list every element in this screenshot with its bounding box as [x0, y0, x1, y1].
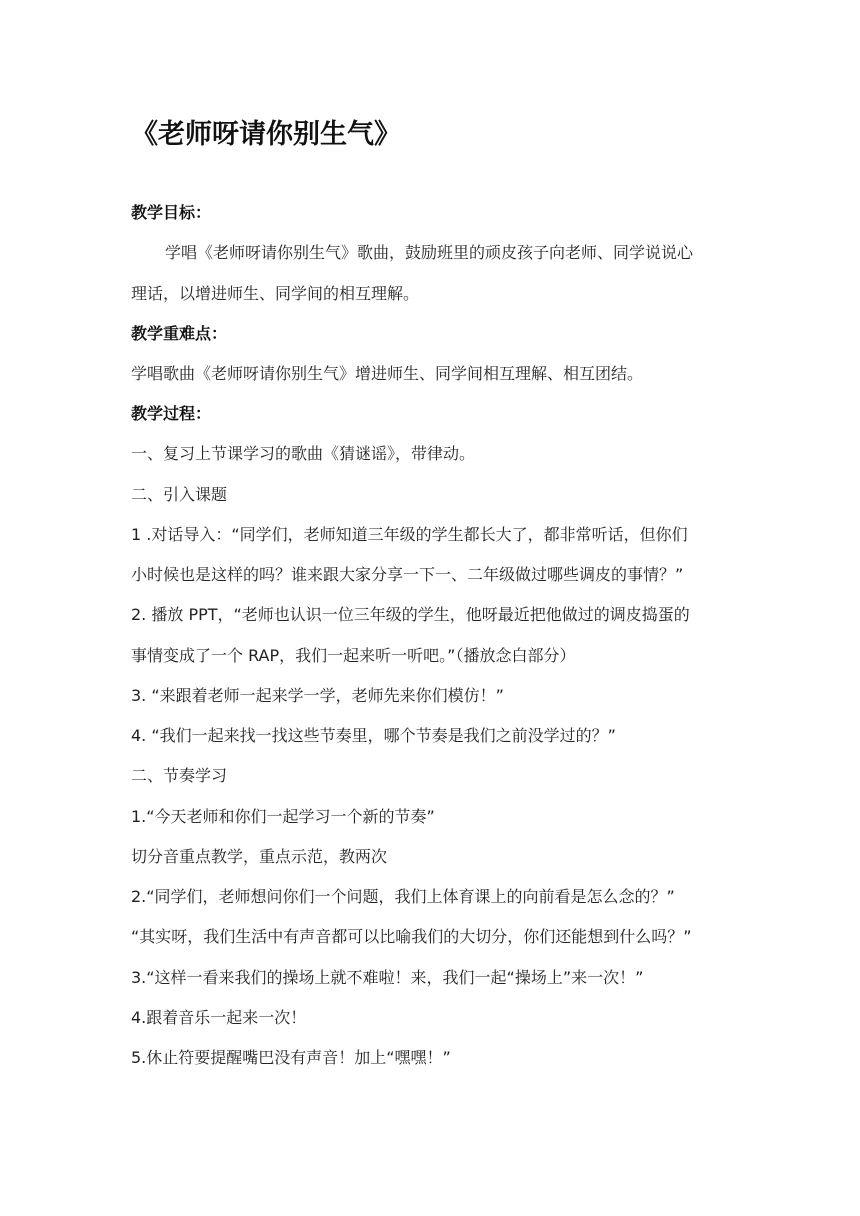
process-line: 1 .对话导入：“同学们，老师知道三年级的学生都长大了，都非常听话，但你们	[131, 525, 688, 544]
process-line: 事情变成了一个 RAP，我们一起来听一听吧。”（播放念白部分）	[131, 646, 576, 665]
process-line: 5.休止符要提醒嘴巴没有声音！加上“嘿嘿！”	[131, 1048, 451, 1067]
process-line: 二、引入课题	[131, 485, 228, 504]
process-line: 小时候也是这样的吗？谁来跟大家分享一下一、二年级做过哪些调皮的事情？”	[131, 565, 684, 584]
process-line: “其实呀，我们生活中有声音都可以比喻我们的大切分，你们还能想到什么吗？”	[131, 927, 692, 946]
key-heading: 教学重难点：	[131, 324, 228, 343]
goal-text-line-2: 理话，以增进师生、同学间的相互理解。	[131, 284, 420, 303]
process-line: 一、复习上节课学习的歌曲《猜谜谣》，带律动。	[131, 444, 476, 463]
process-line: 切分音重点教学，重点示范，教两次	[131, 847, 388, 866]
process-line: 2. 播放 PPT，“老师也认识一位三年级的学生，他呀最近把他做过的调皮捣蛋的	[131, 605, 690, 624]
goal-heading: 教学目标：	[131, 203, 212, 222]
process-line: 4.跟着音乐一起来一次！	[131, 1008, 307, 1027]
process-line: 2.“同学们，老师想问你们一个问题，我们上体育课上的向前看是怎么念的？”	[131, 887, 675, 906]
process-line: 4. “我们一起来找一找这些节奏里，哪个节奏是我们之前没学过的？”	[131, 726, 616, 745]
process-line: 二、节奏学习	[131, 766, 228, 785]
process-heading: 教学过程：	[131, 404, 212, 423]
key-text: 学唱歌曲《老师呀请你别生气》增进师生、同学间相互理解、相互团结。	[131, 364, 644, 383]
process-line: 1.“今天老师和你们一起学习一个新的节奏”	[131, 807, 435, 826]
goal-text-line-1: 学唱《老师呀请你别生气》歌曲，鼓励班里的顽皮孩子向老师、同学说说心	[165, 243, 694, 262]
process-line: 3.“这样一看来我们的操场上就不难啦！来，我们一起“操场上”来一次！”	[131, 968, 644, 987]
document-title: 《老师呀请你别生气》	[131, 119, 401, 150]
process-line: 3. “来跟着老师一起来学一学，老师先来你们模仿！”	[131, 686, 504, 705]
